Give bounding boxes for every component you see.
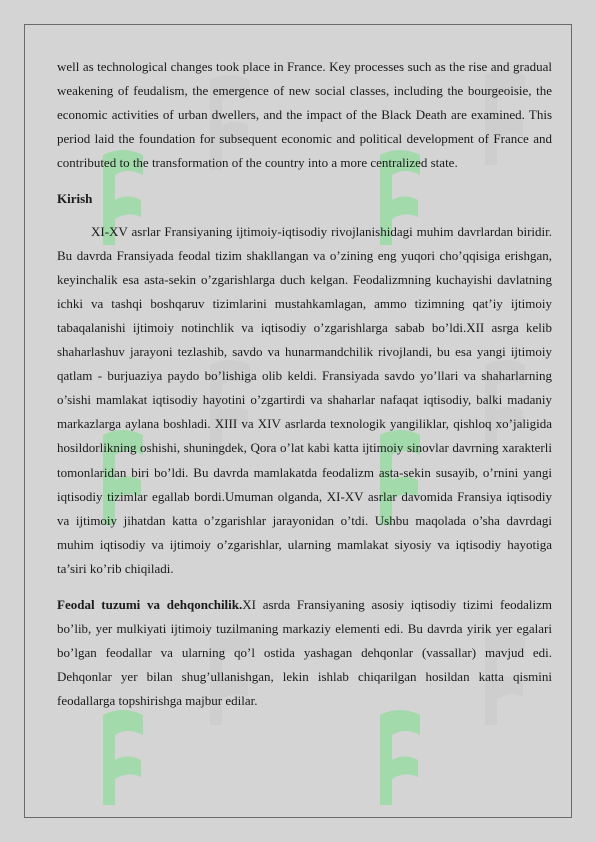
- section-text: XI asrda Fransiyaning asosiy iqtisodiy tizimi feodalizm bo’lib, yer mulkiyati ijtimoiy tuzilmaning markaziy elementi edi. Bu davrda yirik yer egalari bo’lgan feodallar va ularning qo’l ostida yashagan dehqonlar (vassallar) mavjud edi. Dehqonlar yer bilan shug’ullanishgan, lekin ishlab chiqarilgan hosildan katta qismini feodallarga topshirishga majbur edilar.: [57, 596, 552, 709]
- document-page: [24, 24, 572, 818]
- intro-paragraph: XI-XV asrlar Fransiyaning ijtimoiy-iqtisodiy rivojlanishidagi muhim davrlardan biridir. Bu davrda Fransiyada feodal tizim shakllangan va o’zining eng yuqori cho’qqisiga erishgan, keyinchalik esa asta-sekin o’zgarishlarga duch kelgan. Feodalizmning kuchayishi davlatning ichki va tashqi boshqaruv tizimlarini mustahkamlagan, ammo tizimning qat’iy ijtimoiy tabaqalanishi ijtimoiy notinchlik va iqtisodiy o’zgarishlarga sabab bo’ldi.XII asrga kelib shaharlashuv jarayoni tezlashib, savdo va hunarmandchilik rivojlandi, bu esa yangi ijtimoiy qatlam - burjuaziya paydo bo’lishiga olib keldi. Fransiyada savdo yo’llari va shaharlarning o’sishi mamlakat iqtisodiy hayotini o’zgartirdi va shaharlar nafaqat iqtisodiy, balki madaniy markazlarga aylana boshladi. XIII va XIV asrlarda texnologik yangiliklar, qishloq xo’jaligida hosildorlikning oshishi, shuningdek, Qora o’lat kabi katta ijtimoiy sinovlar davrning xarakterli tomonlaridan biri bo’ldi. Bu davrda mamlakatda feodalizm asta-sekin susayib, o’rnini yangi iqtisodiy tizimlar egallab bordi.Umuman olganda, XI-XV asrlar davomida Fransiya iqtisodiy va ijtimoiy jihatdan katta o’zgarishlar jarayonidan o’tdi. Ushbu maqolada o’sha davrdagi muhim iqtisodiy va ijtimoiy o’zgarishlar, ularning mamlakat siyosiy va iqtisodiy hayotiga ta’siri ko’rib chiqiladi.: [57, 223, 552, 576]
- abstract-paragraph: well as technological changes took place in France. Key processes such as the rise and gradual weakening of feudalism, the emergence of new social classes, including the bourgeoisie, the economic activities of urban dwellers, and the impact of the Black Death are examined. This period laid the foundation for subsequent economic and political development of France and contributed to the transformation of the country into a more centralized state.: [57, 59, 552, 171]
- section-paragraph: [57, 593, 552, 713]
- watermark-logo: [93, 705, 153, 815]
- document-body: [57, 55, 552, 713]
- intro-heading: Kirish: [57, 191, 93, 207]
- section-heading: Feodal tuzumi va dehqonchilik.: [57, 596, 243, 612]
- watermark-logo: [370, 705, 430, 815]
